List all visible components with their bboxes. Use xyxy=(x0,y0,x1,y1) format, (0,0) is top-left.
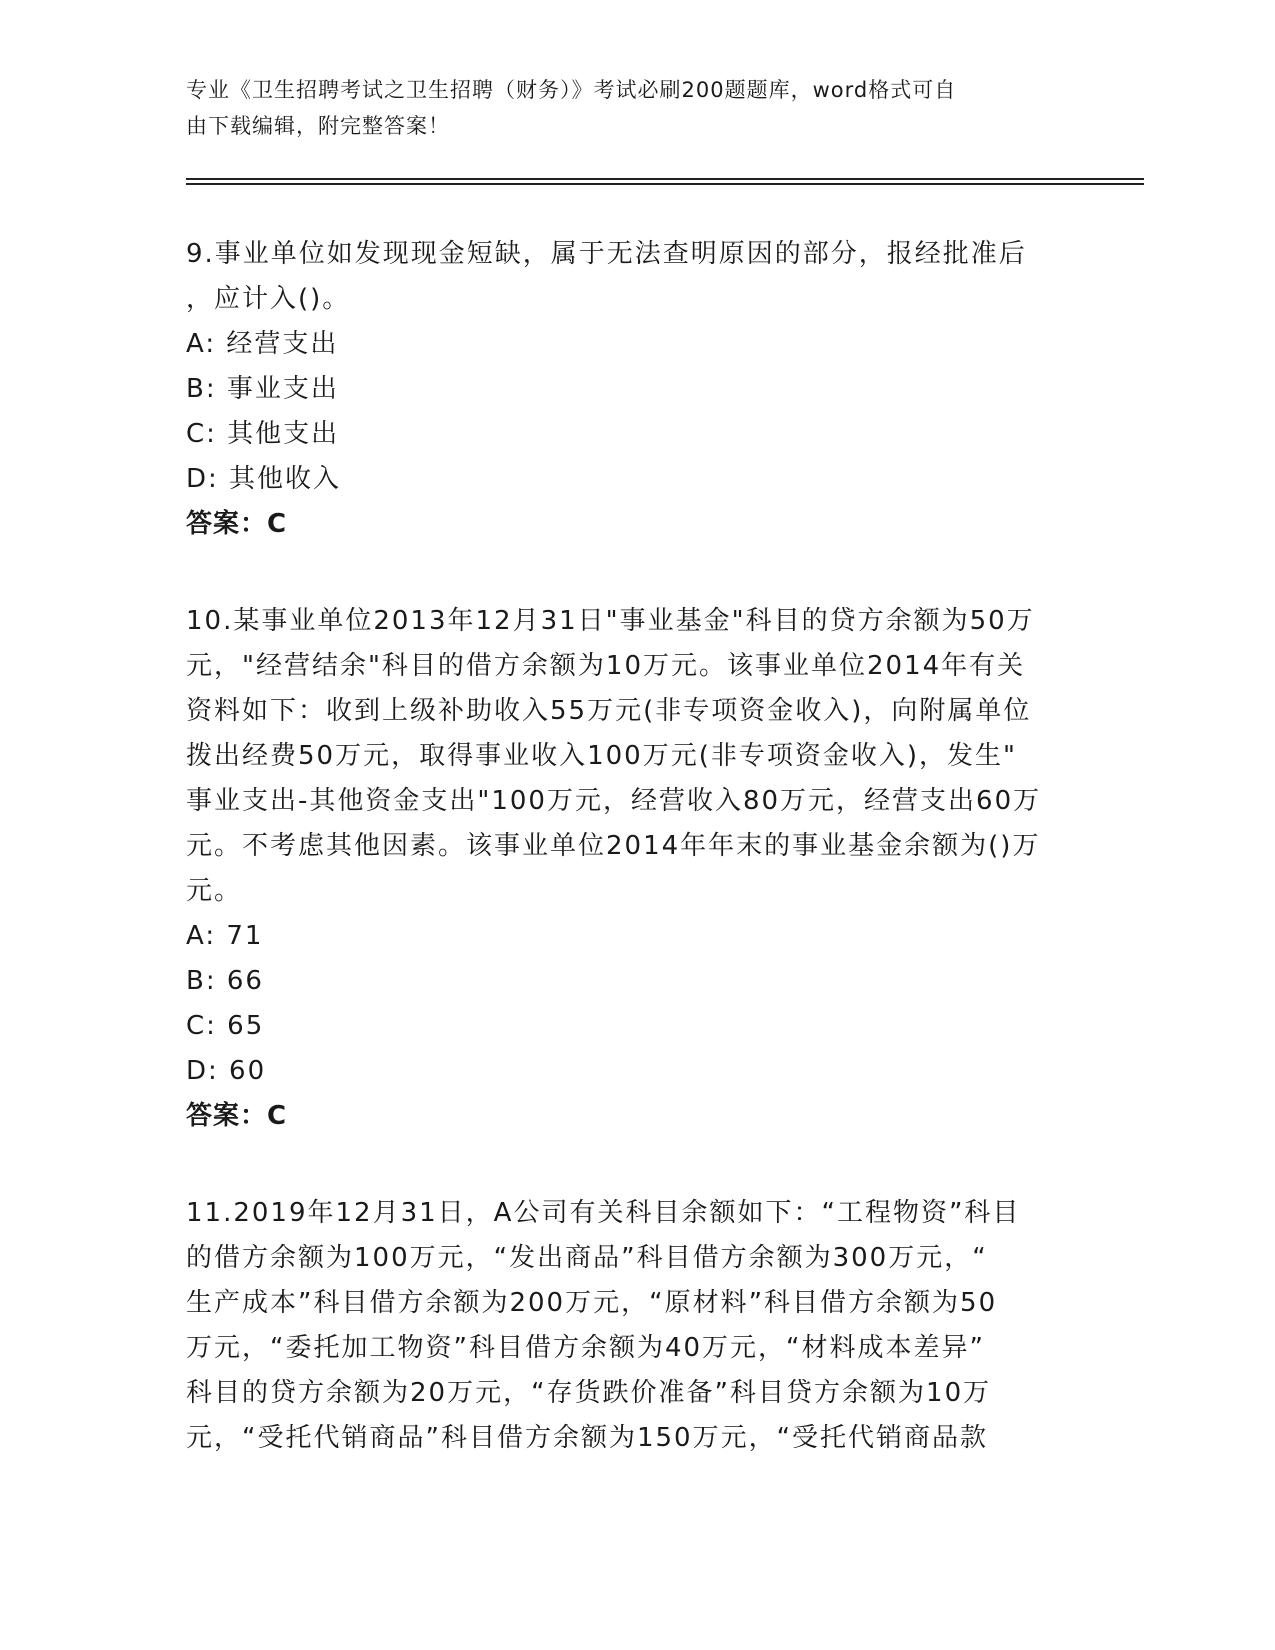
question-stem-line: 拨出经费50万元，取得事业收入100万元(非专项资金收入)，发生" xyxy=(186,741,1017,771)
question-stem-line: 元，"经营结余"科目的借方余额为10万元。该事业单位2014年有关 xyxy=(186,651,1026,681)
option-d: D: 其他收入 xyxy=(186,464,342,494)
question-stem-line: 生产成本”科目借方余额为200万元，“原材料”科目借方余额为50 xyxy=(186,1288,998,1318)
option-a: A: 71 xyxy=(186,921,264,951)
question-stem-line: 元，“受托代销商品”科目借方余额为150万元，“受托代销商品款 xyxy=(186,1423,989,1453)
question-stem-line: 资料如下：收到上级补助收入55万元(非专项资金收入)，向附属单位 xyxy=(186,696,1032,726)
question-stem-line: 的借方余额为100万元，“发出商品”科目借方余额为300万元，“ xyxy=(186,1243,988,1273)
question-stem-line: 11.2019年12月31日，A公司有关科目余额如下：“工程物资”科目 xyxy=(186,1198,1021,1228)
question-stem-line: 9.事业单位如发现现金短缺，属于无法查明原因的部分，报经批准后 xyxy=(186,239,1027,269)
question-list xyxy=(186,232,1086,1513)
question-9 xyxy=(186,232,1086,547)
option-c: C: 65 xyxy=(186,1011,265,1041)
option-b: B: 66 xyxy=(186,966,264,996)
header-line-2: 由下载编辑，附完整答案！ xyxy=(186,114,450,138)
option-a: A: 经营支出 xyxy=(186,329,339,359)
header-divider-top xyxy=(186,178,1144,180)
answer-label: 答案：C xyxy=(186,509,288,539)
document-header xyxy=(186,72,1066,144)
option-c: C: 其他支出 xyxy=(186,419,340,449)
header-line-1: 专业《卫生招聘考试之卫生招聘（财务）》考试必刷200题题库，word格式可自 xyxy=(186,78,957,102)
question-stem-line: ，应计入()。 xyxy=(186,284,351,314)
question-stem-line: 科目的贷方余额为20万元，“存货跌价准备”科目贷方余额为10万 xyxy=(186,1378,992,1408)
option-d: D: 60 xyxy=(186,1056,267,1086)
option-b: B: 事业支出 xyxy=(186,374,339,404)
answer-label: 答案：C xyxy=(186,1101,288,1131)
question-stem-line: 10.某事业单位2013年12月31日"事业基金"科目的贷方余额为50万 xyxy=(186,606,1035,636)
question-stem-line: 元。 xyxy=(186,876,243,906)
question-11 xyxy=(186,1191,1086,1461)
question-stem-line: 万元，“委托加工物资”科目借方余额为40万元，“材料成本差异” xyxy=(186,1333,985,1363)
question-stem-line: 事业支出-其他资金支出"100万元，经营收入80万元，经营支出60万 xyxy=(186,786,1042,816)
question-10 xyxy=(186,599,1086,1139)
question-stem-line: 元。不考虑其他因素。该事业单位2014年年末的事业基金余额为()万 xyxy=(186,831,1041,861)
header-divider-bottom xyxy=(186,183,1144,185)
